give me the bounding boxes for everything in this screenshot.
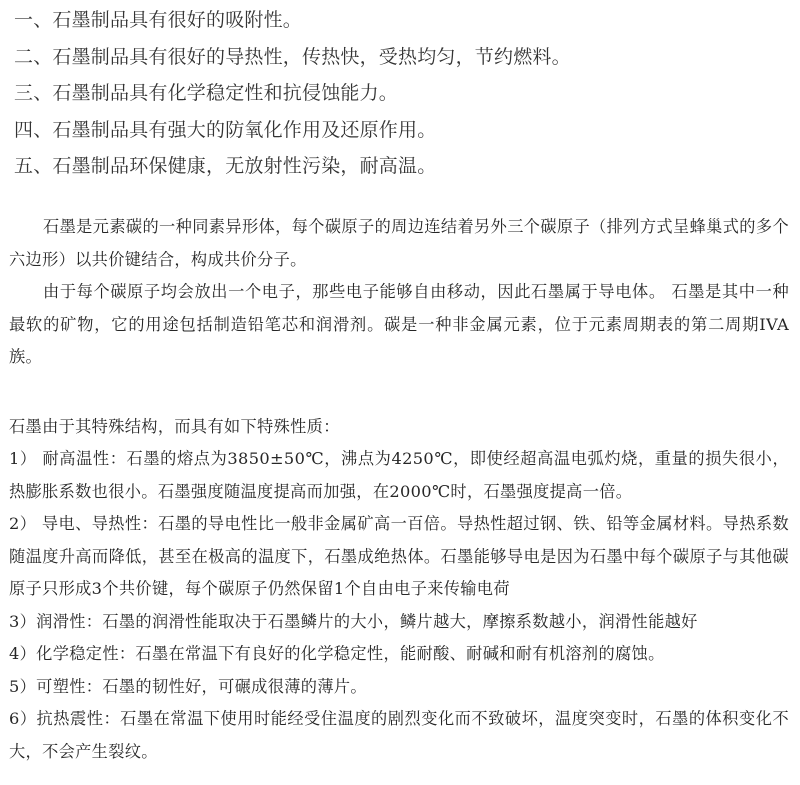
- properties-heading: 石墨由于其特殊结构，而具有如下特殊性质：: [9, 416, 340, 436]
- feature-item: 一、石墨制品具有很好的吸附性。: [14, 9, 303, 31]
- intro-paragraph: 石墨是元素碳的一种同素异形体，每个碳原子的周边连结着另外三个碳原子（排列方式呈蜂巢式的多个六边形）以共价键结合，构成共价分子。: [9, 217, 789, 269]
- feature-item: 二、石墨制品具有很好的导热性，传热快，受热均匀，节约燃料。: [14, 45, 571, 68]
- property-item: 2） 导电、导热性：石墨的导电性比一般非金属矿高一百倍。导热性超过钢、铁、铅等金属材料。导热系数随温度升高而降低，甚至在极高的温度下，石墨成绝热体。石墨能够导电是因为石墨中每个碳原子与其他碳原子只形成3个共价键，每个碳原子仍然保留1个自由电子来传输电荷: [9, 514, 789, 598]
- property-item: 3）润滑性：石墨的润滑性能取决于石墨鳞片的大小，鳞片越大，摩擦系数越小，润滑性能越好: [9, 611, 698, 631]
- feature-item: 四、石墨制品具有强大的防氧化作用及还原作用。: [14, 118, 437, 141]
- property-item: 6）抗热震性：石墨在常温下使用时能经受住温度的剧烈变化而不致破坏，温度突变时，石墨的体积变化不大，不会产生裂纹。: [9, 709, 789, 761]
- property-item: 1） 耐高温性：石墨的熔点为3850±50℃，沸点为4250℃，即使经超高温电弧灼烧，重量的损失很小，热膨胀系数也很小。石墨强度随温度提高而加强，在2000℃时，石墨强度提高一倍。: [9, 449, 789, 501]
- feature-item: 三、石墨制品具有化学稳定性和抗侵蚀能力。: [14, 82, 399, 104]
- spacer: [9, 374, 789, 411]
- feature-item: 五、石墨制品环保健康，无放射性污染，耐高温。: [14, 155, 437, 177]
- feature-list: [14, 2, 794, 185]
- intro-paragraph: 由于每个碳原子均会放出一个电子，那些电子能够自由移动，因此石墨属于导电体。 石墨是其中一种最软的矿物，它的用途包括制造铅笔芯和润滑剂。碳是一种非金属元素，位于元素周期表的第二周期IVA族。: [9, 282, 789, 366]
- property-item: 5）可塑性：石墨的韧性好，可碾成很薄的薄片。: [9, 676, 367, 696]
- property-item: 4）化学稳定性：石墨在常温下有良好的化学稳定性，能耐酸、耐碱和耐有机溶剂的腐蚀。: [9, 644, 665, 663]
- document-body: [9, 211, 789, 768]
